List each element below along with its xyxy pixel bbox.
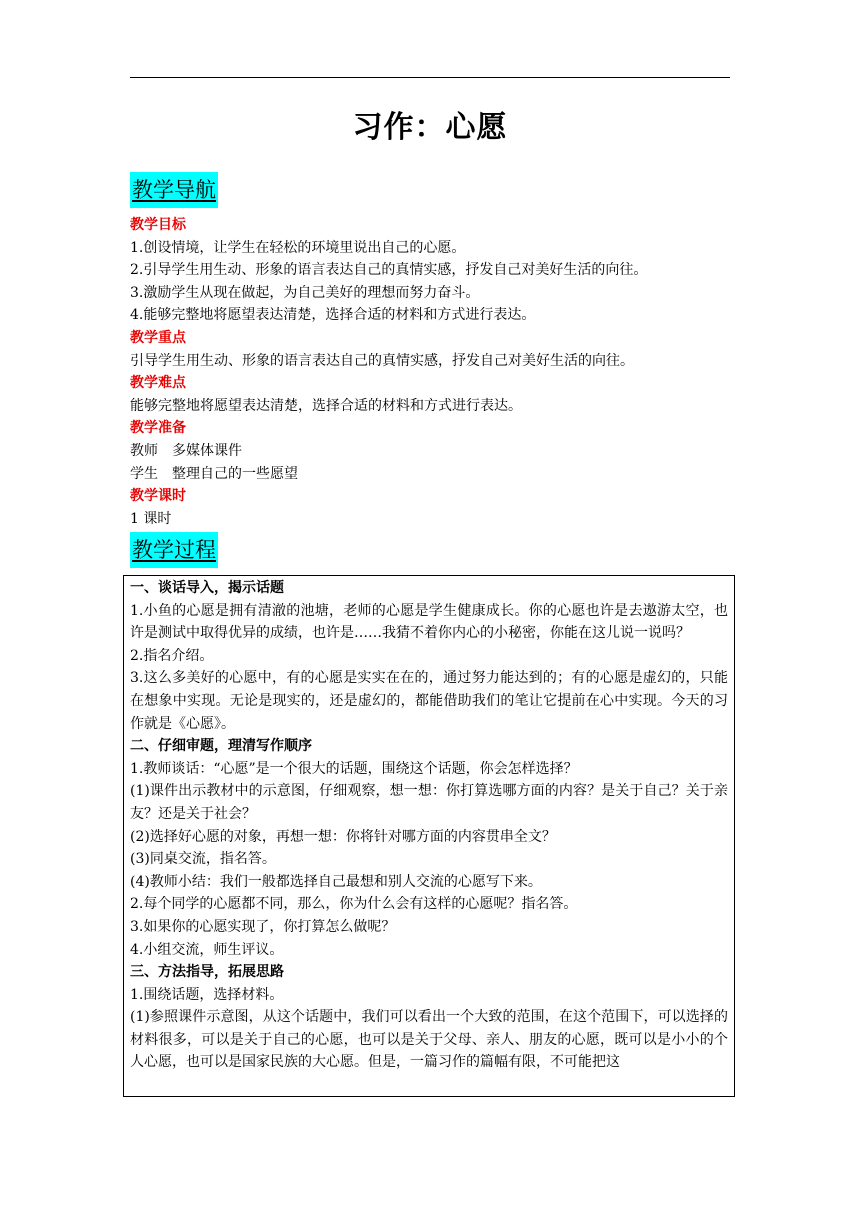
preparation-student: 学生 整理自己的一些愿望	[130, 465, 298, 482]
header-rule	[130, 77, 730, 78]
process-paragraph: (2)选择好心愿的对象，再想一想：你将针对哪方面的内容贯串全文？	[130, 828, 556, 845]
difficulty-label: 教学难点	[130, 375, 186, 392]
process-paragraph: 2.指名介绍。	[130, 647, 214, 664]
difficulty-text: 能够完整地将愿望表达清楚，选择合适的材料和方式进行表达。	[130, 397, 522, 414]
process-paragraph: 1.小鱼的心愿是拥有清澈的池塘，老师的心愿是学生健康成长。你的心愿也许是去遨游太空，也许是测试中取得优异的成绩，也许是……我猜不着你内心的小秘密，你能在这儿说一说吗？	[130, 602, 728, 642]
goal-item: 4.能够完整地将愿望表达清楚，选择合适的材料和方式进行表达。	[130, 307, 536, 324]
goals-label: 教学目标	[130, 217, 186, 233]
process-paragraph: 3.如果你的心愿实现了，你打算怎么做呢？	[130, 918, 396, 935]
process-paragraph: 1.围绕话题，选择材料。	[130, 986, 284, 1003]
process-paragraph: (3)同桌交流，指名答。	[130, 851, 276, 868]
process-paragraph: 4.小组交流，师生评议。	[130, 941, 284, 958]
goal-item: 3.激励学生从现在做起，为自己美好的理想而努力奋斗。	[130, 284, 480, 301]
process-paragraph: (4)教师小结：我们一般都选择自己最想和别人交流的心愿写下来。	[130, 873, 542, 890]
key-point-label: 教学重点	[130, 329, 186, 346]
process-paragraph: (1)参照课件示意图，从这个话题中，我们可以看出一个大致的范围，在这个范围下，可以选择的材料很多，可以是关于自己的心愿，也可以是关于父母、亲人、朋友的心愿，既可以是小小的个人心愿，也可以是国家民族的大心愿。但是，一篇习作的篇幅有限，不可能把这	[130, 1009, 728, 1071]
goal-item: 2.引导学生用生动、形象的语言表达自己的真情实感，抒发自己对美好生活的向往。	[130, 262, 648, 279]
process-step-title: 三、方法指导，拓展思路	[130, 964, 284, 981]
section-heading-nav: 教学导航	[130, 172, 218, 208]
process-table	[123, 575, 735, 1097]
periods-text: 1 课时	[130, 510, 172, 527]
key-point-text: 引导学生用生动、形象的语言表达自己的真情实感，抒发自己对美好生活的向往。	[130, 352, 634, 369]
periods-label: 教学课时	[130, 488, 186, 505]
process-paragraph: 1.教师谈话：“心愿”是一个很大的话题，围绕这个话题，你会怎样选择？	[130, 760, 578, 777]
process-paragraph: (1)课件出示教材中的示意图，仔细观察，想一想：你打算选哪方面的内容？是关于自己？关于亲友？还是关于社会？	[130, 783, 728, 822]
goal-item: 1.创设情境，让学生在轻松的环境里说出自己的心愿。	[130, 239, 466, 256]
section-heading-process: 教学过程	[130, 532, 218, 568]
process-step-title: 二、仔细审题，理清写作顺序	[130, 738, 312, 755]
process-step-title: 一、谈话导入，揭示话题	[130, 580, 284, 596]
process-paragraph: 3.这么多美好的心愿中，有的心愿是实实在在的，通过努力能达到的；有的心愿是虚幻的，只能在想象中实现。无论是现实的，还是虚幻的，都能借助我们的笔让它提前在心中实现。今天的习作就是《心愿》。	[130, 670, 728, 732]
page-title: 习作：心愿	[352, 110, 508, 145]
process-paragraph: 2.每个同学的心愿都不同，那么，你为什么会有这样的心愿呢？指名答。	[130, 896, 578, 913]
preparation-label: 教学准备	[130, 420, 186, 437]
preparation-teacher: 教师 多媒体课件	[130, 442, 242, 459]
lesson-info	[130, 214, 730, 530]
